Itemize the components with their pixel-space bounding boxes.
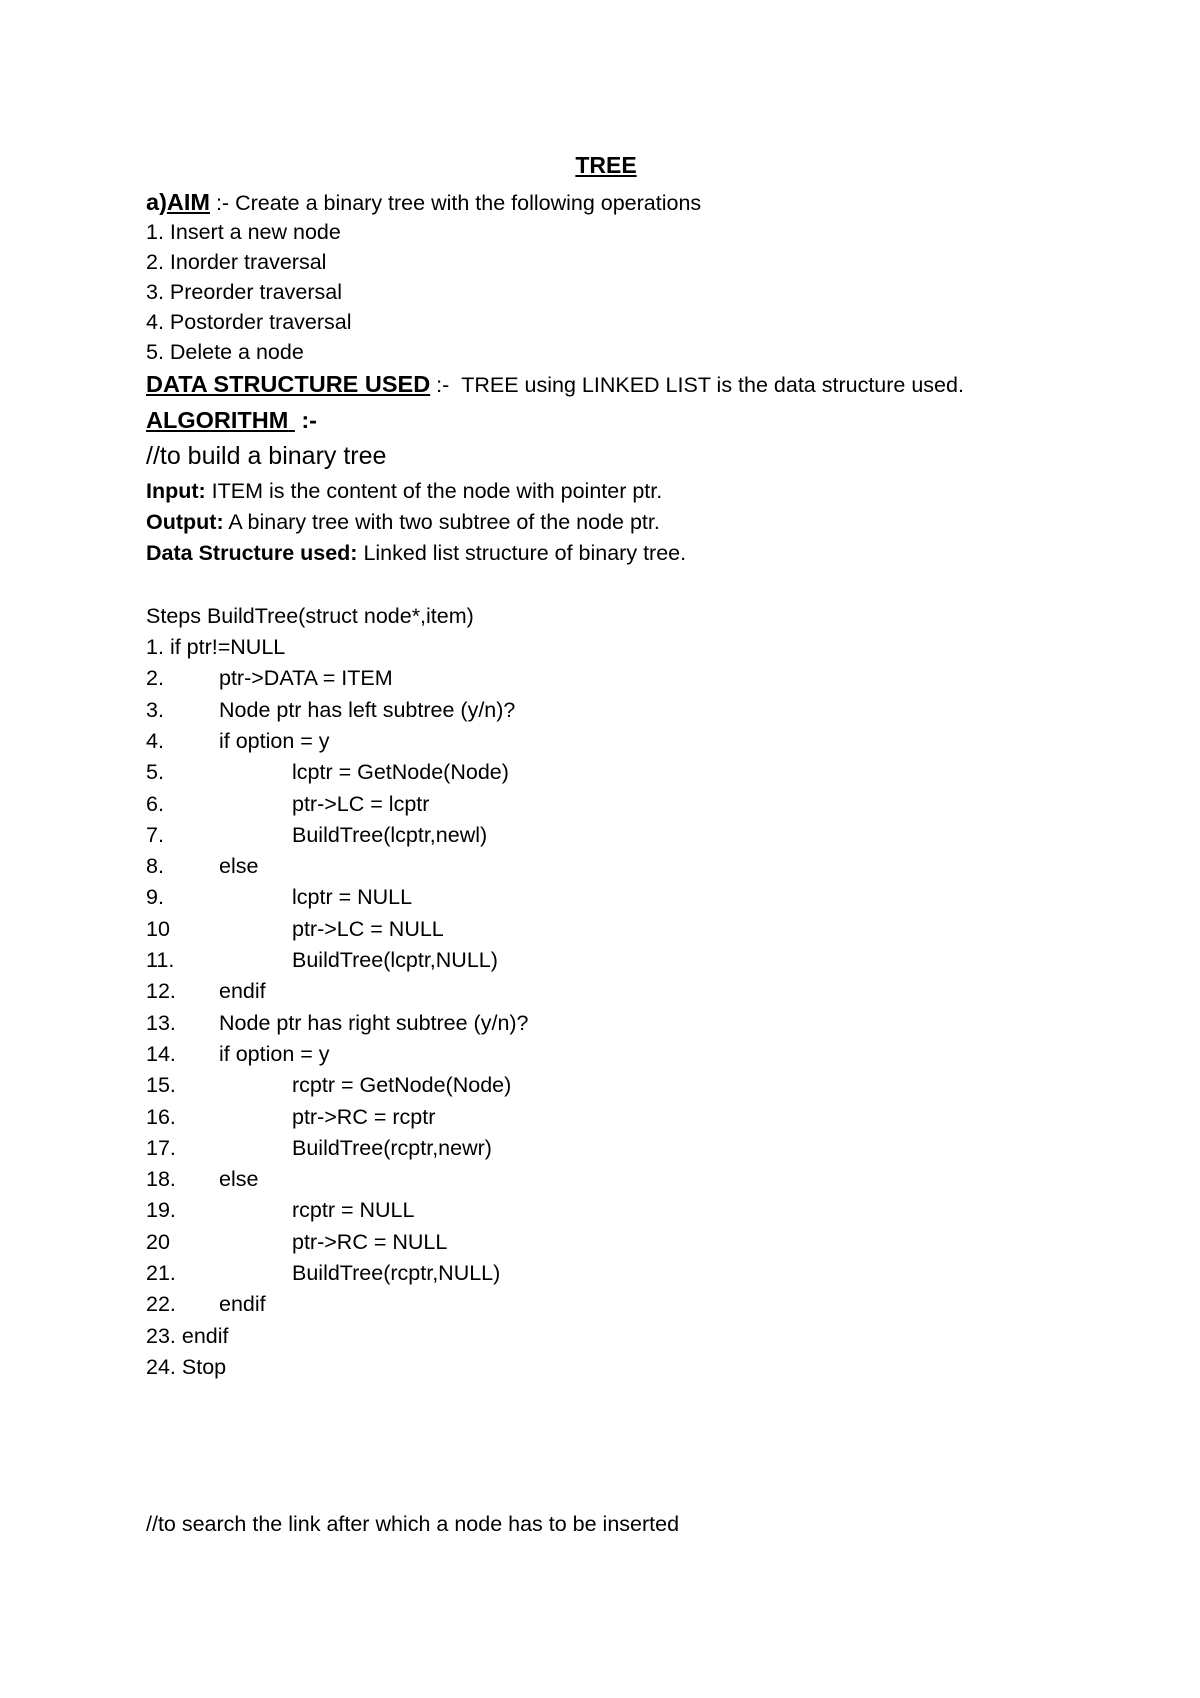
step-number: 6. — [146, 791, 164, 816]
step-line — [146, 856, 258, 878]
operation-item: 5. Delete a node — [146, 340, 304, 364]
step-line — [146, 1354, 227, 1379]
step-line — [146, 1010, 529, 1035]
step-number: 5. — [146, 760, 164, 785]
output-line — [146, 512, 660, 534]
step-line — [146, 637, 285, 659]
step-line — [146, 1200, 414, 1222]
step-line — [146, 668, 393, 690]
step-text: BuildTree(rcptr,NULL) — [292, 1261, 501, 1285]
data-structure-line — [146, 373, 964, 397]
step-line — [146, 791, 430, 816]
step-number: 14. — [146, 1041, 176, 1066]
input-line — [146, 481, 662, 503]
step-line — [146, 1169, 258, 1191]
step-line — [146, 1229, 448, 1254]
step-number: 24. — [146, 1354, 176, 1379]
aim-label: AIM — [166, 189, 210, 215]
step-number: 8. — [146, 854, 164, 879]
step-number: 3. — [146, 697, 164, 722]
step-text: BuildTree(rcptr,newr) — [292, 1135, 492, 1160]
step-number: 16. — [146, 1104, 176, 1129]
step-text: Node ptr has left subtree (y/n)? — [219, 697, 516, 722]
operation-item: 1. Insert a new node — [146, 220, 341, 244]
step-line — [146, 1263, 500, 1285]
step-number: 18. — [146, 1167, 176, 1192]
step-text: ptr->RC = NULL — [292, 1229, 448, 1254]
algorithm-heading — [146, 409, 317, 433]
step-text: ptr->RC = rcptr — [292, 1104, 436, 1129]
step-number: 11. — [146, 948, 175, 972]
step-text: if option = y — [219, 728, 330, 753]
step-text: else — [219, 854, 259, 879]
step-text: ptr->LC = lcptr — [292, 791, 430, 816]
step-text: ptr->DATA = ITEM — [219, 666, 393, 691]
data-structure-text: TREE using LINKED LIST is the data structure used. — [461, 373, 964, 397]
algorithm-label: ALGORITHM — [146, 407, 289, 433]
step-number: 15. — [146, 1073, 176, 1098]
step-line — [146, 822, 488, 847]
operation-item: 2. Inorder traversal — [146, 250, 327, 274]
step-line — [146, 1075, 511, 1097]
step-number: 7. — [146, 822, 164, 847]
step-line — [146, 916, 444, 941]
step-line — [146, 1294, 266, 1316]
page-title: TREE — [575, 152, 637, 178]
step-text: endif — [181, 1323, 229, 1348]
aim-line — [146, 191, 701, 215]
ds-used-line — [146, 543, 686, 565]
data-structure-label: DATA STRUCTURE USED — [146, 371, 431, 397]
step-line — [146, 950, 498, 972]
step-number: 9. — [146, 885, 164, 910]
algorithm-separator: :- — [294, 407, 318, 433]
step-number: 22. — [146, 1292, 176, 1317]
algorithm-comment: //to build a binary tree — [146, 442, 387, 470]
step-line — [146, 1104, 436, 1129]
step-text: if ptr!=NULL — [169, 635, 286, 659]
step-line — [146, 697, 516, 722]
operation-item: 3. Preorder traversal — [146, 280, 342, 304]
step-line — [146, 728, 330, 753]
step-number: 23. — [146, 1323, 176, 1348]
step-number: 2. — [146, 666, 164, 691]
output-text: A binary tree with two subtree of the node ptr. — [223, 510, 660, 534]
aim-text: Create a binary tree with the following operations — [235, 191, 702, 215]
step-text: rcptr = GetNode(Node) — [292, 1073, 512, 1098]
step-text: else — [219, 1167, 259, 1192]
step-text: ptr->LC = NULL — [292, 916, 444, 941]
step-line — [146, 1323, 229, 1348]
operation-item: 4. Postorder traversal — [146, 310, 352, 334]
step-text: rcptr = NULL — [292, 1198, 415, 1223]
step-text: BuildTree(lcptr,newl) — [292, 822, 488, 847]
step-text: if option = y — [219, 1041, 330, 1066]
step-number: 13. — [146, 1010, 176, 1035]
step-text: endif — [219, 979, 266, 1004]
step-number: 21. — [146, 1261, 176, 1285]
step-number: 1. — [146, 635, 164, 659]
step-text: BuildTree(lcptr,NULL) — [292, 948, 498, 972]
input-text: ITEM is the content of the node with pointer ptr. — [205, 479, 663, 503]
step-text: endif — [219, 1292, 266, 1317]
step-number: 4. — [146, 728, 164, 753]
search-comment: //to search the link after which a node has to be inserted — [146, 1512, 680, 1536]
step-line — [146, 1041, 330, 1066]
aim-separator: :- — [209, 191, 236, 215]
step-line — [146, 981, 266, 1003]
step-number: 17. — [146, 1135, 176, 1160]
step-number: 10 — [146, 916, 170, 941]
ds-used-label: Data Structure used: — [146, 541, 358, 565]
step-text: Stop — [181, 1354, 227, 1379]
step-line — [146, 762, 509, 784]
step-number: 12. — [146, 979, 176, 1004]
ds-used-text: Linked list structure of binary tree. — [357, 541, 687, 565]
steps-header: Steps BuildTree(struct node*,item) — [146, 604, 474, 628]
aim-prefix: a) — [146, 189, 167, 215]
step-number: 19. — [146, 1198, 176, 1223]
step-text: Node ptr has right subtree (y/n)? — [219, 1010, 529, 1035]
input-label: Input: — [146, 479, 206, 503]
output-label: Output: — [146, 510, 224, 534]
data-structure-separator: :- — [430, 373, 450, 397]
step-line — [146, 887, 412, 909]
step-line — [146, 1135, 492, 1160]
step-number: 20 — [146, 1229, 170, 1254]
step-text: lcptr = NULL — [292, 885, 413, 910]
step-text: lcptr = GetNode(Node) — [292, 760, 509, 785]
